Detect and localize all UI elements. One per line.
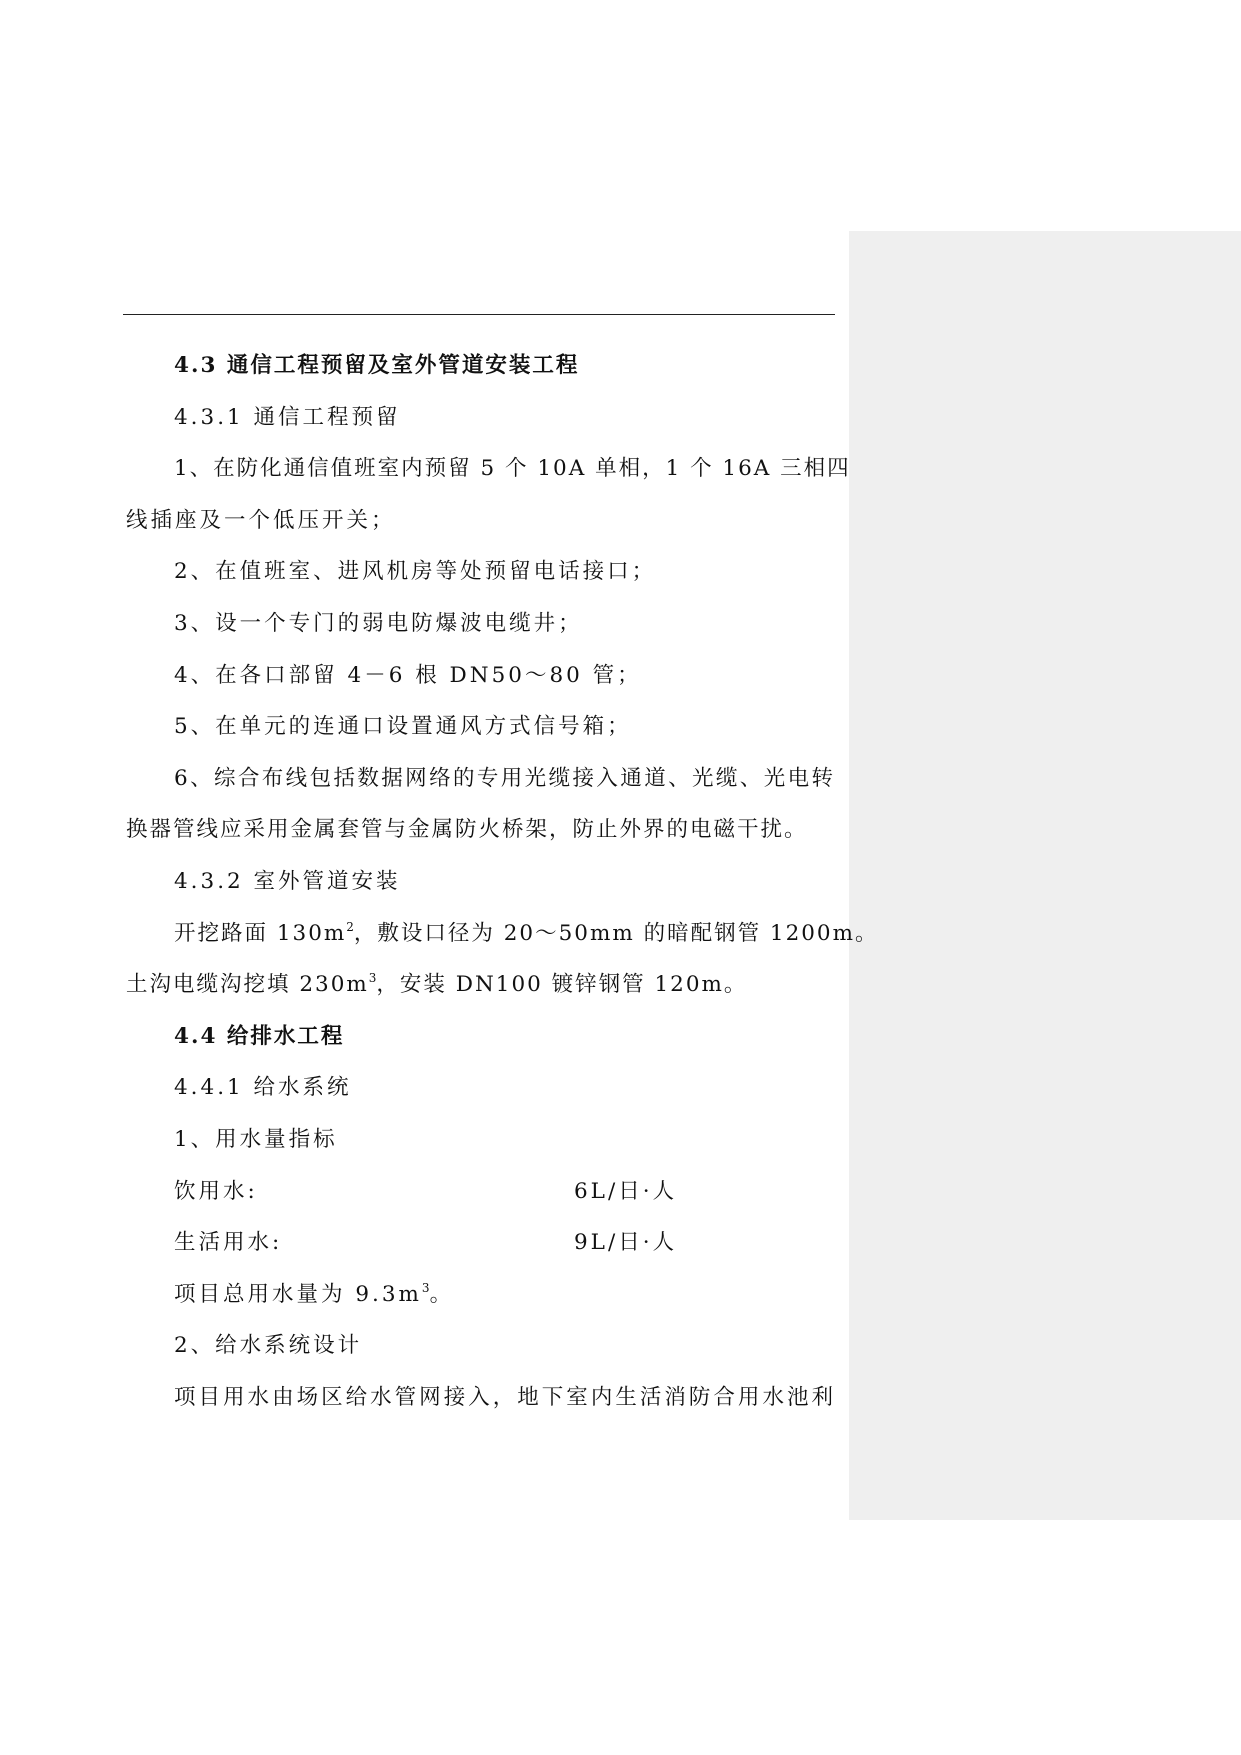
item-6-line-1: 6、综合布线包括数据网络的专用光缆接入通道、光缆、光电转 xyxy=(174,765,835,791)
item-6-line-2: 换器管线应采用金属套管与金属防火桥架，防止外界的电磁干扰。 xyxy=(126,817,808,843)
comment-pane xyxy=(849,231,1241,1520)
subsection-heading-4-4-1: 4.4.1 给水系统 xyxy=(174,1075,352,1101)
item-4: 4、在各口部留 4－6 根 DN50～80 管； xyxy=(174,662,642,688)
header-rule xyxy=(123,314,835,315)
pipe-paragraph-line-2 xyxy=(126,959,835,1011)
page-content xyxy=(126,340,879,1423)
item-2: 2、在值班室、进风机房等处预留电话接口； xyxy=(174,559,657,585)
superscript-3: 3 xyxy=(368,971,377,986)
pipe-text-2a: 土沟电缆沟挖填 230m xyxy=(126,972,369,998)
domestic-water-label: 生活用水: xyxy=(174,1230,283,1256)
drinking-water-row xyxy=(126,1166,835,1218)
water-index-title: 1、用水量指标 xyxy=(174,1126,338,1152)
pipe-text-1b: ，敷设口径为 20～50mm 的暗配钢管 1200m。 xyxy=(353,920,879,946)
item-1-line-1: 1、在防化通信值班室内预留 5 个 10A 单相，1 个 16A 三相四 xyxy=(174,456,851,482)
item-5: 5、在单元的连通口设置通风方式信号箱； xyxy=(174,714,632,740)
drinking-water-label: 饮用水: xyxy=(174,1178,258,1204)
section-heading-4-3: 4.3 通信工程预留及室外管道安装工程 xyxy=(174,353,580,378)
water-design-line-1: 项目用水由场区给水管网接入，地下室内生活消防合用水池利 xyxy=(174,1384,835,1410)
total-water-line xyxy=(126,1269,835,1321)
pipe-text-2b: ，安装 DN100 镀锌钢管 120m。 xyxy=(376,972,748,998)
section-heading-4-4: 4.4 给排水工程 xyxy=(174,1023,345,1049)
item-3: 3、设一个专门的弱电防爆波电缆井； xyxy=(174,610,583,636)
subsection-heading-4-3-2: 4.3.2 室外管道安装 xyxy=(174,868,401,894)
water-design-title: 2、给水系统设计 xyxy=(174,1333,363,1359)
total-water-end: 。 xyxy=(429,1281,455,1307)
superscript-3-total: 3 xyxy=(421,1280,430,1295)
domestic-water-row xyxy=(126,1217,835,1269)
item-1-line-2: 线插座及一个低压开关； xyxy=(126,507,396,533)
subsection-heading-4-3-1: 4.3.1 通信工程预留 xyxy=(174,404,401,430)
pipe-text-1a: 开挖路面 130m xyxy=(174,920,347,946)
drinking-water-value: 6L/日·人 xyxy=(574,1178,678,1204)
pipe-paragraph-line-1 xyxy=(126,908,879,960)
superscript-2: 2 xyxy=(346,919,354,934)
domestic-water-value: 9L/日·人 xyxy=(574,1230,678,1256)
total-water-text: 项目总用水量为 9.3m xyxy=(174,1281,422,1307)
